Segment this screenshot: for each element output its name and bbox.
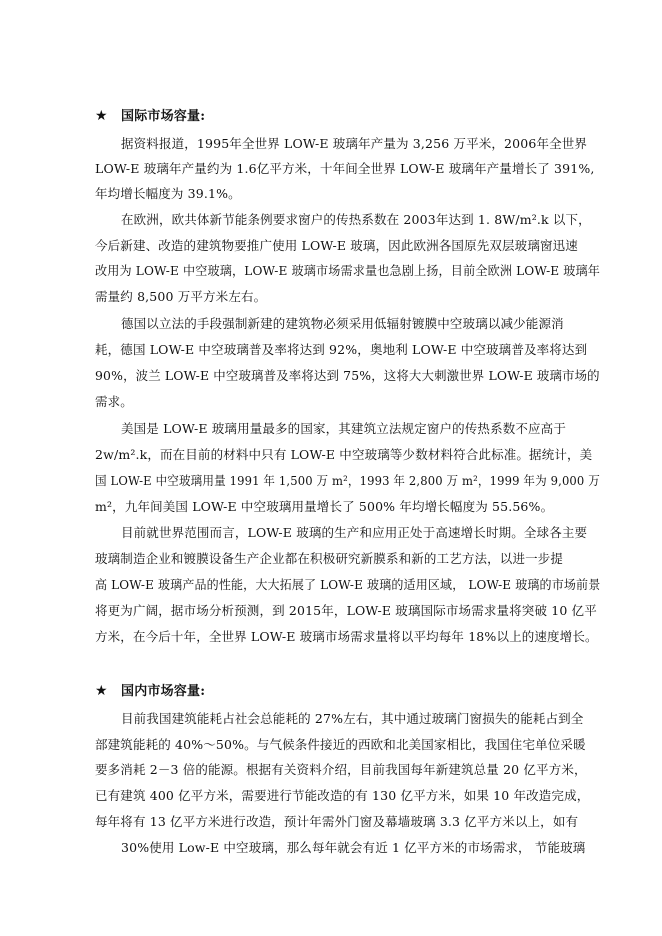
paragraph-line: 据资料报道，1995年全世界 LOW-E 玻璃年产量为 3,256 万平米，2006年全世界: [121, 136, 588, 151]
paragraph-line: LOW-E 玻璃年产量约为 1.6亿平方米，十年间全世界 LOW-E 玻璃年产量增长了 391%,: [95, 161, 595, 176]
paragraph-line: 高 LOW-E 玻璃产品的性能，大大拓展了 LOW-E 玻璃的适用区域， LOW-E 玻璃的市场前景: [95, 577, 601, 592]
section-heading-international: [95, 106, 205, 127]
paragraph-line: 需求。: [95, 394, 133, 409]
paragraph-line: 方米，在今后十年，全世界 LOW-E 玻璃市场需求量将以平均每年 18%以上的速度增长。: [95, 629, 598, 644]
paragraph-line: m²，九年间美国 LOW-E 中空玻璃用量增长了 500% 年均增长幅度为 55.56%。: [95, 499, 554, 514]
paragraph-line: 耗，德国 LOW-E 中空玻璃普及率将达到 92%，奥地利 LOW-E 中空玻璃普及率将达到: [95, 342, 588, 357]
heading-text: 国际市场容量:: [121, 109, 206, 124]
paragraph-line: 每年将有 13 亿平方米进行改造，预计年需外门窗及幕墙玻璃 3.3 亿平方米以上，如有: [95, 814, 579, 829]
paragraph-line: 目前我国建筑能耗占社会总能耗的 27%左右，其中通过玻璃门窗损失的能耗占到全: [121, 711, 584, 726]
paragraph-line: 将更为广阔，据市场分析预测，到 2015年，LOW-E 玻璃国际市场需求量将突破 10 亿平: [95, 603, 597, 618]
paragraph-line: 玻璃制造企业和镀膜设备生产企业都在积极研究新膜系和新的工艺方法，以进一步提: [95, 551, 564, 566]
paragraph-line: 90%，波兰 LOW-E 中空玻璃普及率将达到 75%，这将大大刺激世界 LOW-E 玻璃市场的: [95, 368, 600, 383]
paragraph-line: 年均增长幅度为 39.1%。: [95, 186, 241, 201]
paragraph-line: 在欧洲，欧共体新节能条例要求窗户的传热系数在 2003年达到 1. 8W/m².k 以下，: [121, 212, 591, 227]
star-icon: ★: [95, 108, 108, 124]
paragraph-line: 德国以立法的手段强制新建的建筑物必须采用低辐射镀膜中空玻璃以减少能源消: [121, 316, 564, 331]
paragraph-line: 已有建筑 400 亿平方米，需要进行节能改造的有 130 亿平方米，如果 10 年改造完成，: [95, 788, 590, 803]
paragraph-line: 要多消耗 2－3 倍的能源。根据有关资料介绍，目前我国每年新建筑总量 20 亿平方米，: [95, 762, 587, 777]
paragraph-line: 目前就世界范围而言，LOW-E 玻璃的生产和应用正处于高速增长时期。全球各主要: [121, 525, 588, 540]
paragraph-line: 国 LOW-E 中空玻璃用量 1991 年 1,500 万 m²，1993 年 2,800 万 m²，1999 年为 9,000 万: [95, 473, 600, 488]
paragraph-line: 美国是 LOW-E 玻璃用量最多的国家，其建筑立法规定窗户的传热系数不应高于: [121, 421, 566, 436]
paragraph-line: 部建筑能耗的 40%～50%。与气候条件接近的西欧和北美国家相比，我国住宅单位采暖: [95, 737, 586, 752]
star-icon: ★: [95, 683, 108, 699]
section-heading-domestic: [95, 681, 205, 702]
paragraph-line: 今后新建、改造的建筑物要推广使用 LOW-E 玻璃，因此欧洲各国原先双层玻璃窗迅速: [95, 238, 578, 253]
paragraph-line: 需量约 8,500 万平方米左右。: [95, 289, 267, 304]
heading-text: 国内市场容量:: [121, 684, 206, 699]
paragraph-line: 改用为 LOW-E 中空玻璃，LOW-E 玻璃市场需求量也急剧上扬，目前全欧洲 LOW-E 玻璃年: [95, 263, 601, 278]
paragraph-line: 2w/m².k，而在目前的材料中只有 LOW-E 中空玻璃等少数材料符合此标准。据统计，美: [95, 447, 593, 462]
paragraph-line: 30%使用 Low-E 中空玻璃，那么每年就会有近 1 亿平方米的市场需求， 节能玻璃: [121, 840, 586, 855]
